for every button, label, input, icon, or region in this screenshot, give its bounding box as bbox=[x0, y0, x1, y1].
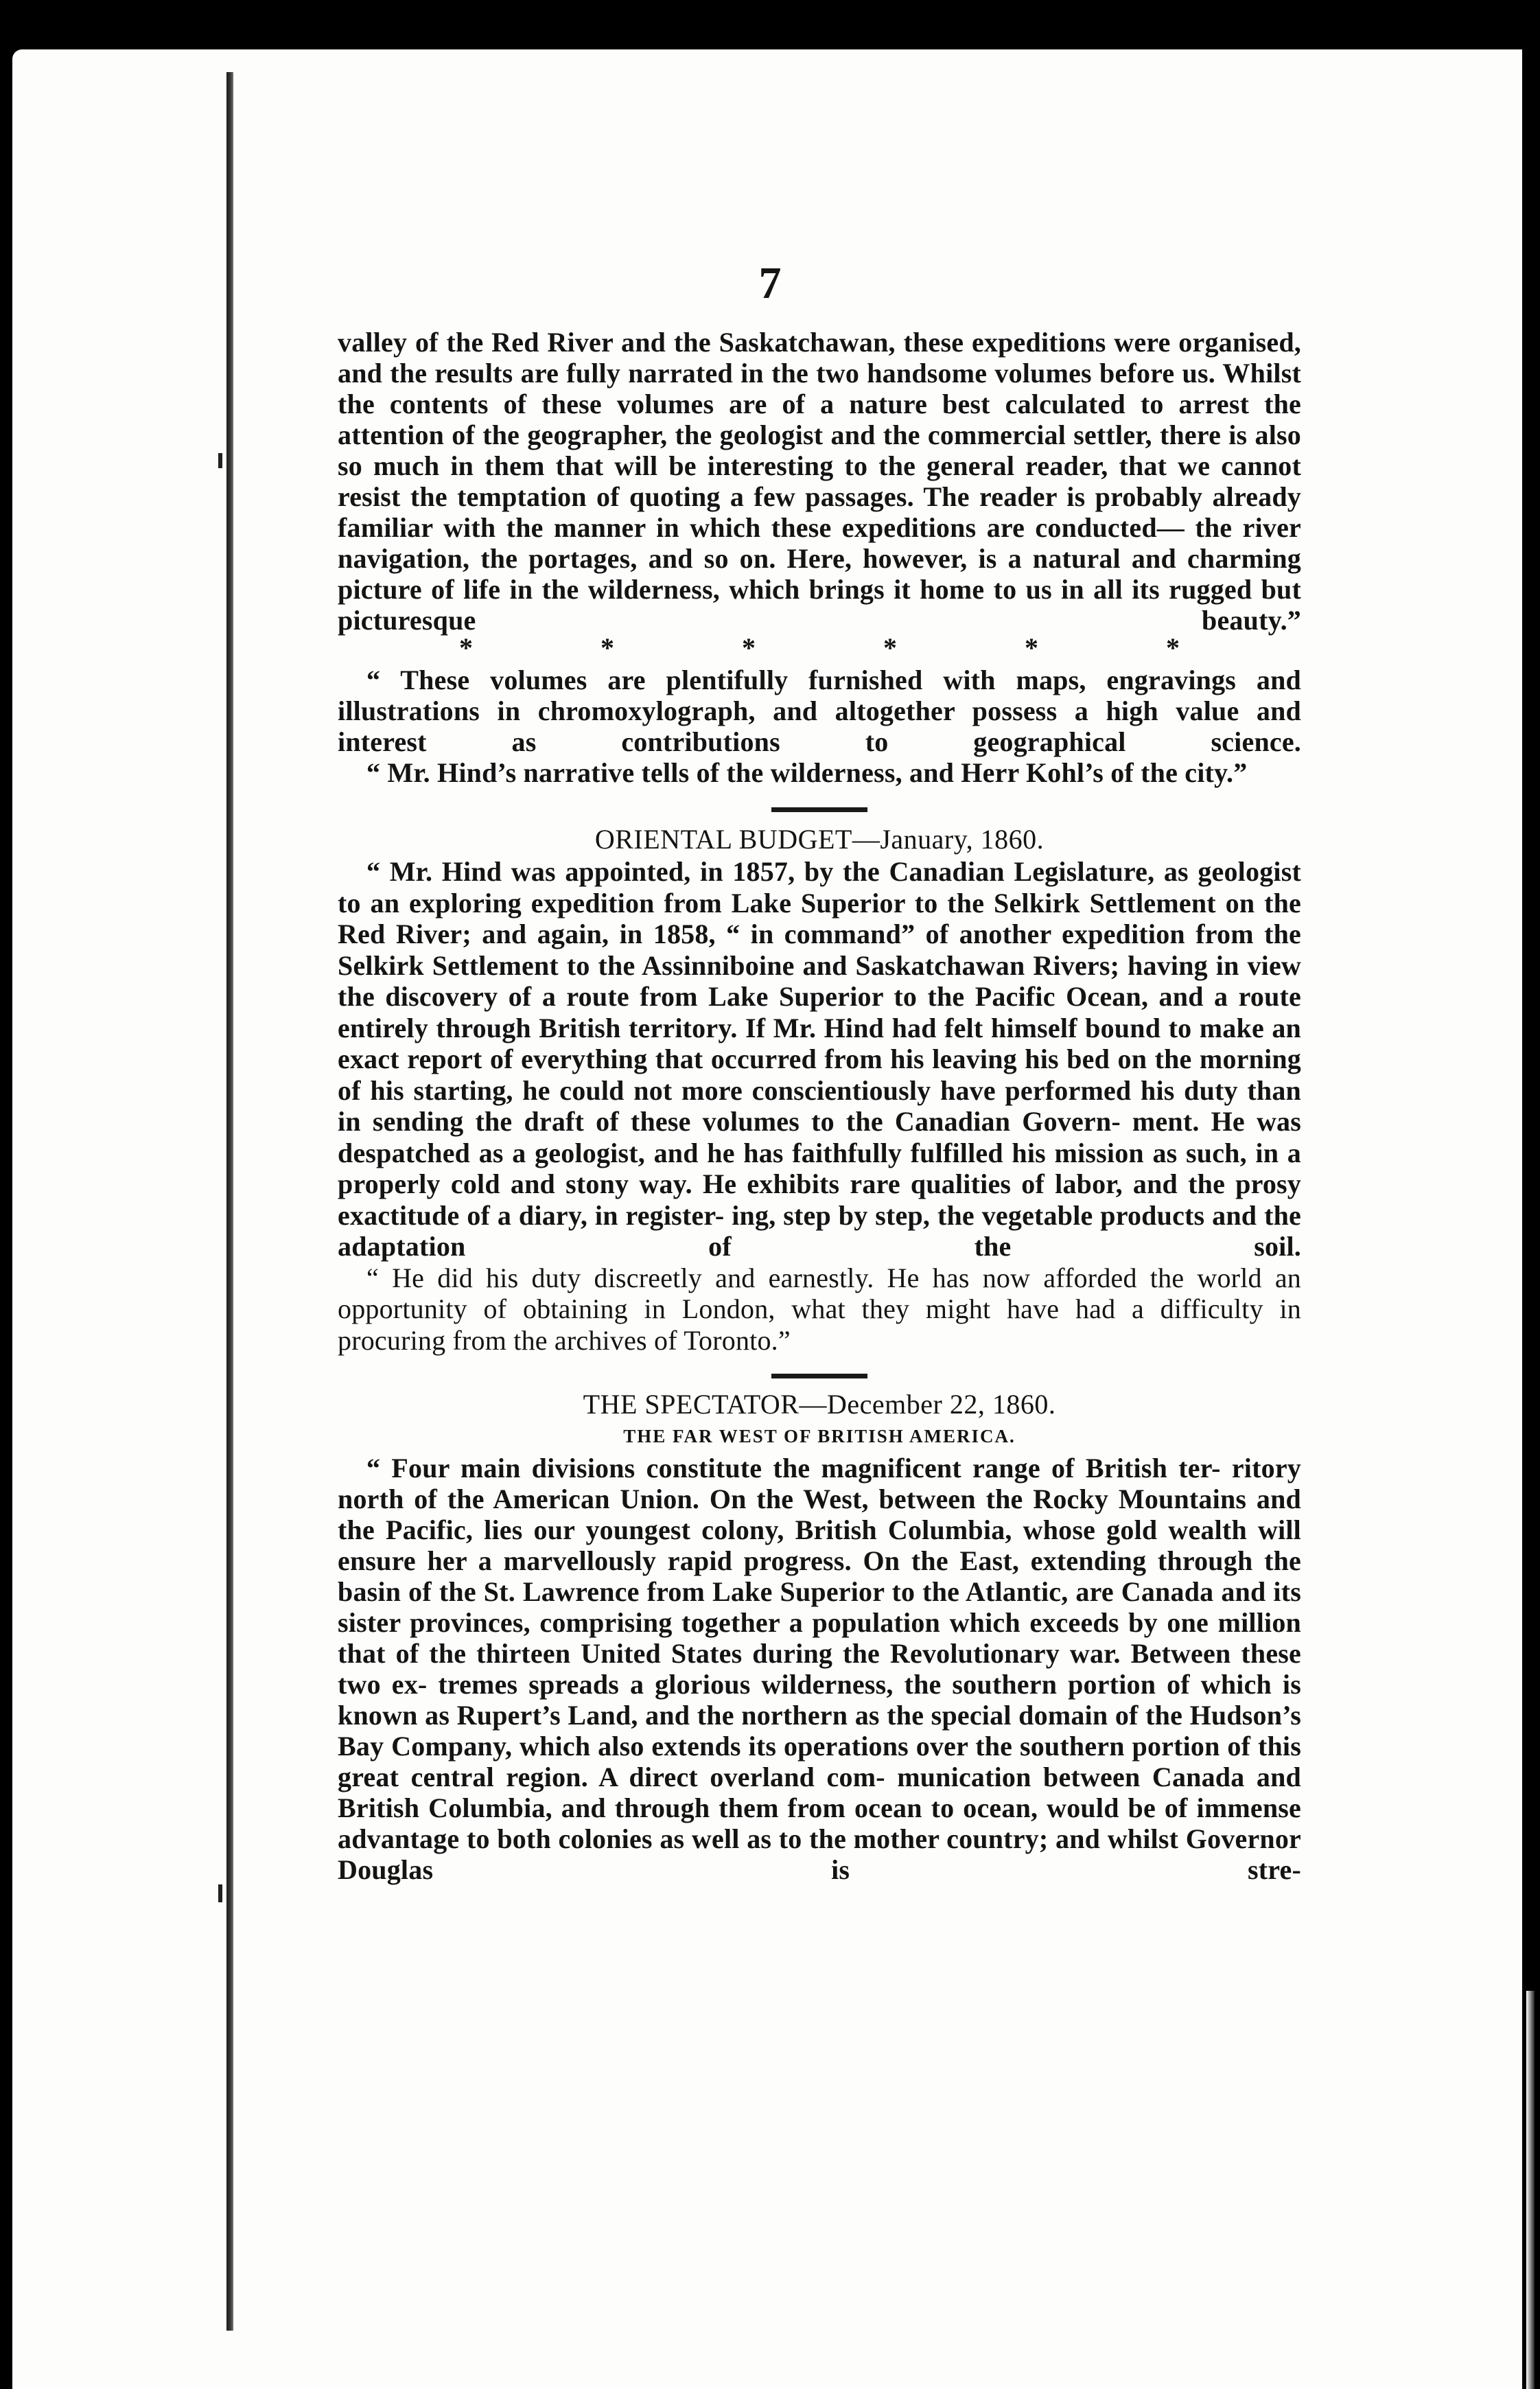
section-break-stars bbox=[395, 632, 1244, 663]
section-divider bbox=[771, 807, 867, 812]
star: * bbox=[883, 632, 897, 663]
paragraph: “ He did his duty discreetly and earnestly. He has now afforded the world an opportunity of obtaining in London, what they might have had a difficulty in procuring from the archives of Toronto.” bbox=[338, 1262, 1301, 1356]
star: * bbox=[459, 632, 473, 663]
page-edge-shadow bbox=[1526, 1991, 1535, 2389]
star: * bbox=[1166, 632, 1180, 663]
section-divider bbox=[771, 1374, 867, 1378]
star: * bbox=[742, 632, 756, 663]
binding-edge bbox=[226, 72, 233, 2331]
paragraph: “ Mr. Hind was appointed, in 1857, by the Canadian Legislature, as geologist to an exploring expedition from Lake Superior to the Selkirk Settlement on the Red River; and again, in 1858, “ in command” of another expedition from the Selkirk Settlement to the Assinniboine and Saskatchawan Rivers; having in view the discovery of a route from Lake Superior to the Pacific Ocean, and a route entirely through British territory. If Mr. Hind had felt himself bound to make an exact report of everything that occurred from his leaving his bed on the morning of his starting, he could not more conscientiously have performed his duty than in sending the draft of these volumes to the Canadian Govern- ment. He was despatched as a geologist, and he has faithfully fulfilled his mission as such, in a properly cold and stony way. He exhibits rare qualities of labor, and the prosy exactitude of a diary, in register- ing, step by step, the vegetable products and the adaptation of the soil. bbox=[338, 856, 1301, 1262]
text-column bbox=[338, 327, 1301, 1885]
paragraph: “ These volumes are plentifully furnished with maps, engravings and illustrations in chromoxylograph, and altogether possess a high value and interest as contributions to geographical science. bbox=[338, 665, 1301, 757]
section-heading-spectator: THE SPECTATOR—December 22, 1860. bbox=[583, 1389, 1056, 1420]
paragraph: “ Mr. Hind’s narrative tells of the wilderness, and Herr Kohl’s of the city.” bbox=[366, 757, 1248, 788]
page-number: 7 bbox=[758, 258, 782, 308]
binding-mark bbox=[218, 453, 222, 468]
star: * bbox=[1025, 632, 1038, 663]
continuation-paragraph: valley of the Red River and the Saskatchawan, these expeditions were organised, and the results are fully narrated in the two handsome volumes before us. Whilst the contents of these volumes are of a nature best calculated to arrest the attention of the geographer, the geologist and the commercial settler, there is also so much in them that will be interesting to the general reader, that we cannot resist the temptation of quoting a few passages. The reader is probably already familiar with the manner in which these expeditions are conducted— the river navigation, the portages, and so on. Here, however, is a natural and charming picture of life in the wilderness, which brings it home to us in all its rugged but picturesque beauty.” bbox=[338, 327, 1301, 636]
section-heading-oriental-budget: ORIENTAL BUDGET—January, 1860. bbox=[594, 824, 1045, 855]
article-title: THE FAR WEST OF BRITISH AMERICA. bbox=[623, 1426, 1016, 1446]
star: * bbox=[600, 632, 614, 663]
paragraph: “ Four main divisions constitute the magnificent range of British ter- ritory north of the American Union. On the West, between the Rocky Mountains and the Pacific, lies our youngest colony, British Columbia, whose gold wealth will ensure her a marvellously rapid progress. On the East, extending through the basin of the St. Lawrence from Lake Superior to the Atlantic, are Canada and its sister provinces, comprising together a population which exceeds by one million that of the thirteen United States during the Revolutionary war. Between these two ex- tremes spreads a glorious wilderness, the southern portion of which is known as Rupert’s Land, and the northern as the special domain of the Hudson’s Bay Company, which also extends its operations over the southern portion of this great central region. A direct overland com- munication between Canada and British Columbia, and through them from ocean to ocean, would be of immense advantage to both colonies as well as to the mother country; and whilst Governor Douglas is stre- bbox=[338, 1453, 1301, 1885]
binding-mark bbox=[218, 1884, 222, 1902]
